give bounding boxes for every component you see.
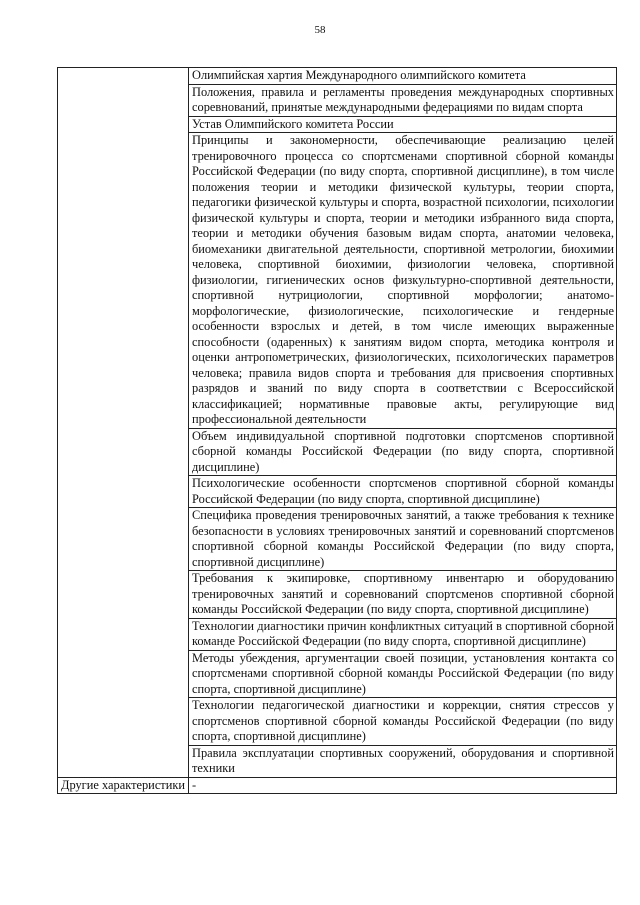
knowledge-item: Методы убеждения, аргументации своей позиции, установления контакта со спортсменами спортивной сборной команды Российской Федерации (по виду спорта, спортивной дисциплине) [189,650,617,698]
knowledge-item: Технологии педагогической диагностики и коррекции, снятия стрессов у спортсменов спортивной сборной команды Российской Федерации (по виду спорта, спортивной дисциплине) [189,698,617,746]
knowledge-item: Специфика проведения тренировочных занятий, а также требования к технике безопасности в условиях тренировочных занятий и соревнований спортсменов спортивной сборной команды Российской Федерации (по виду спорта, спортивной дисциплине) [189,508,617,571]
knowledge-item: Объем индивидуальной спортивной подготовки спортсменов спортивной сборной команды Российской Федерации (по виду спорта, спортивной дисциплине) [189,428,617,476]
table-row [58,777,617,794]
table-row [58,68,617,85]
other-characteristics-value: - [189,777,617,794]
requirements-table [57,67,617,794]
knowledge-item: Положения, правила и регламенты проведения международных спортивных соревнований, принятые международными федерациями по видам спорта [189,84,617,116]
page-number: 58 [314,24,326,36]
knowledge-item: Технологии диагностики причин конфликтных ситуаций в спортивной сборной команде Российской Федерации (по виду спорта, спортивной дисциплине) [189,618,617,650]
knowledge-item: Олимпийская хартия Международного олимпийского комитета [189,68,617,85]
knowledge-item: Принципы и закономерности, обеспечивающие реализацию целей тренировочного процесса со спортсменами спортивной сборной команды Российской Федерации (по виду спорта, спортивной дисциплине), в том числе положения теории и методики физической культуры, теории спорта, педагогики физической культуры и спорта, возрастной психологии, психологии физической культуры и спорта, теории и методики избранного вида спорта, теории и методики обучения базовым видам спорта, анатомии человека, биомеханики двигательной деятельности, спортивной метрологии, биохимии человека, спортивной биохимии, физиологии человека, спортивной физиологии, гигиенических основ физкультурно-спортивной деятельности, спортивной нутрициологии, спортивной морфологии; анатомо-морфологические, физиологические, психологические и гендерные особенности взрослых и детей, в том числе имеющих выраженные способности (одаренных) к занятиям видом спорта, методика контроля и оценки антропометрических, физиологических, психологических параметров человека; правила видов спорта и требования для присвоения спортивных разрядов и званий по виду спорта в соответствии с Всероссийской классификацией; нормативные правовые акты, регулирующие вид профессиональной деятельности [189,133,617,429]
knowledge-item: Устав Олимпийского комитета России [189,116,617,133]
left-column-empty-cell [58,68,189,778]
knowledge-item: Требования к экипировке, спортивному инвентарю и оборудованию тренировочных занятий и соревнований спортсменов спортивной сборной команды Российской Федерации (по виду спорта, спортивной дисциплине) [189,571,617,619]
knowledge-item: Правила эксплуатации спортивных сооружений, оборудования и спортивной техники [189,745,617,777]
knowledge-item: Психологические особенности спортсменов спортивной сборной команды Российской Федерации (по виду спорта, спортивной дисциплине) [189,476,617,508]
other-characteristics-label: Другие характеристики [58,777,189,794]
